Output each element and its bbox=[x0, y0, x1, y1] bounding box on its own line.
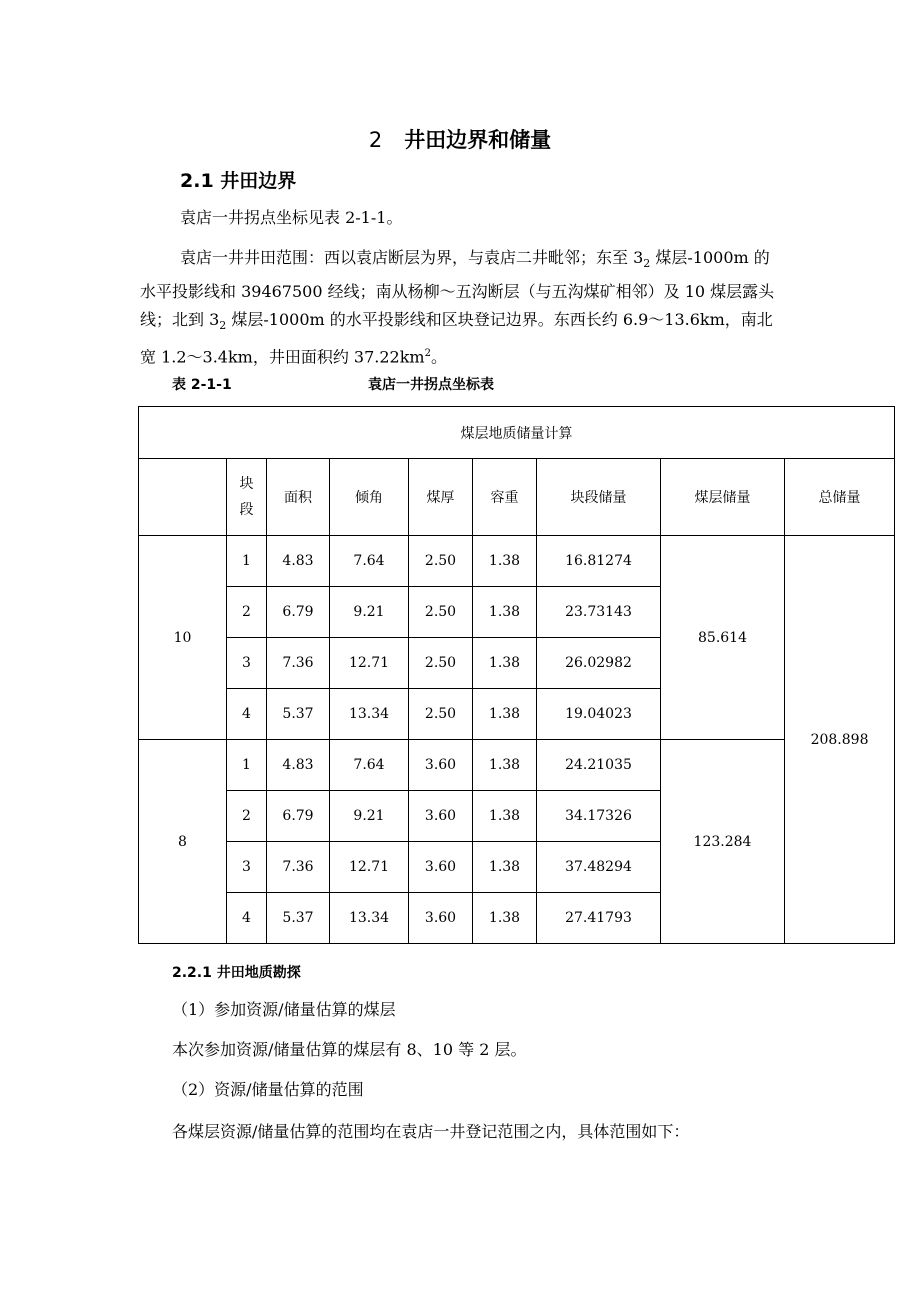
block-cell: 1 bbox=[227, 536, 267, 587]
header-dip: 倾角 bbox=[330, 459, 409, 536]
density-cell: 1.38 bbox=[473, 791, 537, 842]
dip-cell: 9.21 bbox=[330, 791, 409, 842]
area-cell: 7.36 bbox=[267, 638, 330, 689]
block-cell: 4 bbox=[227, 893, 267, 944]
density-cell: 1.38 bbox=[473, 689, 537, 740]
block-cell: 3 bbox=[227, 842, 267, 893]
chapter-number: 2 bbox=[368, 128, 383, 152]
dip-cell: 7.64 bbox=[330, 740, 409, 791]
thickness-cell: 2.50 bbox=[409, 587, 473, 638]
block-cell: 2 bbox=[227, 791, 267, 842]
total-reserve-cell: 208.898 bbox=[785, 536, 895, 944]
density-cell: 1.38 bbox=[473, 893, 537, 944]
header-seam-reserve: 煤层储量 bbox=[661, 459, 785, 536]
thickness-cell: 3.60 bbox=[409, 791, 473, 842]
area-cell: 5.37 bbox=[267, 689, 330, 740]
header-block-reserve: 块段储量 bbox=[537, 459, 661, 536]
boundary-text-4: 煤层-1000m 的水平投影线和区块登记边界。东西长约 6.9～13.6km，南北宽 1.2～3.4km，井田面积约 37.22km bbox=[140, 310, 773, 367]
header-block-text: 块段 bbox=[239, 476, 254, 518]
table-caption bbox=[172, 374, 552, 394]
block-cell: 4 bbox=[227, 689, 267, 740]
thickness-cell: 2.50 bbox=[409, 689, 473, 740]
table-caption-label: 表 2-1-1 bbox=[172, 377, 232, 393]
thickness-cell: 2.50 bbox=[409, 638, 473, 689]
table-caption-title: 袁店一井拐点坐标表 bbox=[368, 377, 494, 393]
block-reserve-cell: 37.48294 bbox=[537, 842, 661, 893]
block-reserve-cell: 19.04023 bbox=[537, 689, 661, 740]
table-row bbox=[139, 740, 895, 791]
header-seam bbox=[139, 459, 227, 536]
area-cell: 7.36 bbox=[267, 842, 330, 893]
dip-cell: 9.21 bbox=[330, 587, 409, 638]
block-cell: 3 bbox=[227, 638, 267, 689]
density-cell: 1.38 bbox=[473, 842, 537, 893]
seam-cell: 10 bbox=[139, 536, 227, 740]
header-total-reserve: 总储量 bbox=[785, 459, 895, 536]
seam-reserve-cell: 123.284 bbox=[661, 740, 785, 944]
boundary-text-5: 。 bbox=[430, 347, 447, 367]
density-cell: 1.38 bbox=[473, 536, 537, 587]
block-cell: 1 bbox=[227, 740, 267, 791]
block-reserve-cell: 16.81274 bbox=[537, 536, 661, 587]
paragraph-coordinate-reference: 袁店一井拐点坐标见表 2-1-1。 bbox=[180, 208, 403, 227]
header-block bbox=[227, 459, 267, 536]
section-title: 2.1 井田边界 bbox=[180, 170, 297, 192]
area-cell: 5.37 bbox=[267, 893, 330, 944]
dip-cell: 12.71 bbox=[330, 638, 409, 689]
subsection-title: 2.2.1 井田地质勘探 bbox=[172, 965, 301, 981]
table-row bbox=[139, 536, 895, 587]
thickness-cell: 3.60 bbox=[409, 893, 473, 944]
paragraph-boundary-description bbox=[140, 244, 785, 372]
reserve-table bbox=[138, 406, 895, 944]
text-line-2: 本次参加资源/储量估算的煤层有 8、10 等 2 层。 bbox=[172, 1040, 527, 1059]
dip-cell: 13.34 bbox=[330, 893, 409, 944]
text-line-1: （1）参加资源/储量估算的煤层 bbox=[172, 1000, 396, 1019]
header-area: 面积 bbox=[267, 459, 330, 536]
seam-reserve-cell: 85.614 bbox=[661, 536, 785, 740]
table-header-row bbox=[139, 459, 895, 536]
text-line-4: 各煤层资源/储量估算的范围均在袁店一井登记范围之内，具体范围如下： bbox=[172, 1122, 690, 1141]
area-cell: 4.83 bbox=[267, 740, 330, 791]
boundary-text-1: 袁店一井井田范围：西以袁店断层为界，与袁店二井毗邻；东至 3 bbox=[180, 248, 644, 267]
thickness-cell: 3.60 bbox=[409, 842, 473, 893]
boundary-text-3: ；南从杨柳～五沟断层（与五沟煤矿相邻）及 10 煤层露头线；北到 3 bbox=[140, 282, 775, 330]
boundary-subscript-1: 2 bbox=[643, 257, 651, 271]
boundary-subscript-2: 2 bbox=[219, 319, 227, 333]
boundary-superscript: 2 bbox=[424, 348, 431, 360]
header-density: 容重 bbox=[473, 459, 537, 536]
area-cell: 6.79 bbox=[267, 587, 330, 638]
density-cell: 1.38 bbox=[473, 587, 537, 638]
dip-cell: 13.34 bbox=[330, 689, 409, 740]
thickness-cell: 2.50 bbox=[409, 536, 473, 587]
block-reserve-cell: 26.02982 bbox=[537, 638, 661, 689]
reserve-table-body bbox=[139, 407, 895, 944]
seam-cell: 8 bbox=[139, 740, 227, 944]
block-reserve-cell: 23.73143 bbox=[537, 587, 661, 638]
area-cell: 4.83 bbox=[267, 536, 330, 587]
density-cell: 1.38 bbox=[473, 740, 537, 791]
header-thickness: 煤厚 bbox=[409, 459, 473, 536]
boundary-text-2: 煤层-1000m 的水平投影线和 39467500 经线 bbox=[140, 248, 770, 302]
chapter-title bbox=[0, 124, 920, 154]
block-reserve-cell: 34.17326 bbox=[537, 791, 661, 842]
density-cell: 1.38 bbox=[473, 638, 537, 689]
block-reserve-cell: 24.21035 bbox=[537, 740, 661, 791]
dip-cell: 12.71 bbox=[330, 842, 409, 893]
chapter-title-text: 井田边界和储量 bbox=[404, 128, 552, 152]
table-title-cell: 煤层地质储量计算 bbox=[139, 407, 895, 459]
thickness-cell: 3.60 bbox=[409, 740, 473, 791]
area-cell: 6.79 bbox=[267, 791, 330, 842]
text-line-3: （2）资源/储量估算的范围 bbox=[172, 1080, 364, 1099]
dip-cell: 7.64 bbox=[330, 536, 409, 587]
block-cell: 2 bbox=[227, 587, 267, 638]
block-reserve-cell: 27.41793 bbox=[537, 893, 661, 944]
